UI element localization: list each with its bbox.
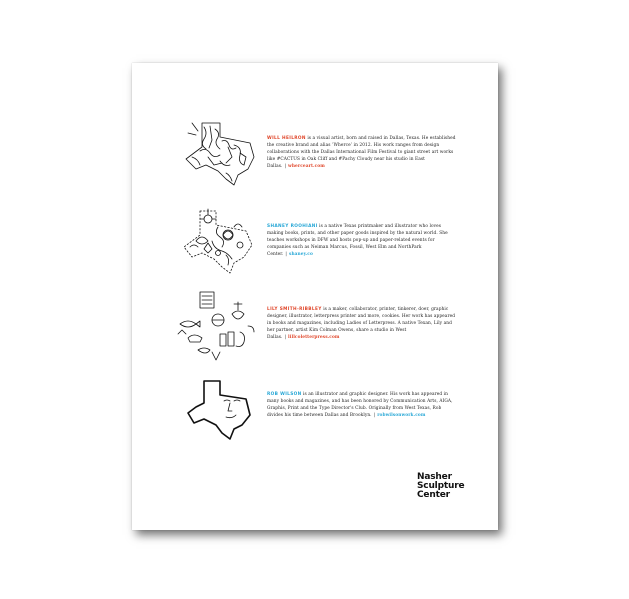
texas-lettering-illustration bbox=[182, 117, 262, 187]
texas-face-illustration bbox=[184, 375, 264, 445]
logo-line-1: Nasher bbox=[417, 472, 452, 482]
artist-website-link[interactable]: shaney.co bbox=[288, 252, 313, 257]
texas-objects-illustration bbox=[174, 290, 262, 362]
artist-website-link[interactable]: robwilsonwork.com bbox=[377, 413, 426, 418]
artist-website-link[interactable]: wherceart.com bbox=[288, 164, 325, 169]
artist-name: WILL HEILRON bbox=[267, 136, 306, 141]
artist-bio-3: LILY SMITH-RIBBLEY is a maker, collaborator, printer, tinkerer, doer, graphic designer, illustrator, letterpress printer and more, cookies. Her work has appeared in books and magazines, including Ladies of Letterpress. A native Texan, Lily and her partner, artist Kim Colman Owens, share a studio in West Dallas. | lillcoletterpress.com bbox=[267, 307, 456, 340]
artist-name: ROB WILSON bbox=[267, 392, 302, 397]
logo-line-2: Sculpture bbox=[417, 481, 465, 491]
nasher-sculpture-center-logo bbox=[417, 473, 464, 500]
artist-name: SHANEY ROOHIANI bbox=[267, 224, 318, 229]
artist-name: LILY SMITH-RIBBLEY bbox=[267, 307, 322, 312]
artist-bio-2: SHANEY ROOHIANI is a native Texas printmaker and illustrator who loves making books, prints, and other paper goods inspired by the natural world. She teaches workshops in DFW and hosts pop-up and paper-related events for companies such as Neiman Marcus, Fossil, West Elm and NorthPark Center. | shaney.co bbox=[267, 224, 448, 257]
logo-line-3: Center bbox=[417, 490, 450, 500]
bio-text: is an illustrator and graphic designer. His work has appeared in many books and magazines, and has been honored by Communication Arts, AIGA, Graphis, Print and the Type Director's Club. Originally from West Texas, Rob divides his time between Dallas and Brooklyn. bbox=[267, 392, 453, 418]
artist-bio-4: ROB WILSON is an illustrator and graphic designer. His work has appeared in many books and magazines, and has been honored by Communication Arts, AIGA, Graphis, Print and the Type Director's Club. Originally from West Texas, Rob divides his time between Dallas and Brooklyn. | robwilsonwork.com bbox=[267, 392, 453, 418]
texas-botanical-illustration bbox=[182, 205, 262, 275]
bio-text: is a visual artist, born and raised in Dallas, Texas. He established the creative brand and alias ‘Wherce’ in 2012. His work ranges from design collaborations with the Dallas International Film Festival to giant street art works like #CACTUS in Oak Cliff and #Pachy Cloudy near his studio in East Dallas. bbox=[267, 136, 456, 169]
bio-text: is a maker, collaborator, printer, tinkerer, doer, graphic designer, illustrator, letterpress printer and more, cookies. Her work has appeared in books and magazines, including Ladies of Letterpress. A native Texan, Lily and her partner, artist Kim Colman Owens, share a studio in West Dallas. bbox=[267, 307, 456, 340]
document-page bbox=[132, 63, 498, 530]
bio-text: is a native Texas printmaker and illustrator who loves making books, prints, and other paper goods inspired by the natural world. She teaches workshops in DFW and hosts pop-up and paper-related events for companies such as Neiman Marcus, Fossil, West Elm and NorthPark Center. bbox=[267, 224, 448, 257]
artist-bio-1: WILL HEILRON is a visual artist, born and raised in Dallas, Texas. He established the creative brand and alias ‘Wherce’ in 2012. His work ranges from design collaborations with the Dallas International Film Festival to giant street art works like #CACTUS in Oak Cliff and #Pachy Cloudy near his studio in East Dallas. | wherceart.com bbox=[267, 136, 456, 169]
artist-website-link[interactable]: lillcoletterpress.com bbox=[288, 335, 340, 340]
